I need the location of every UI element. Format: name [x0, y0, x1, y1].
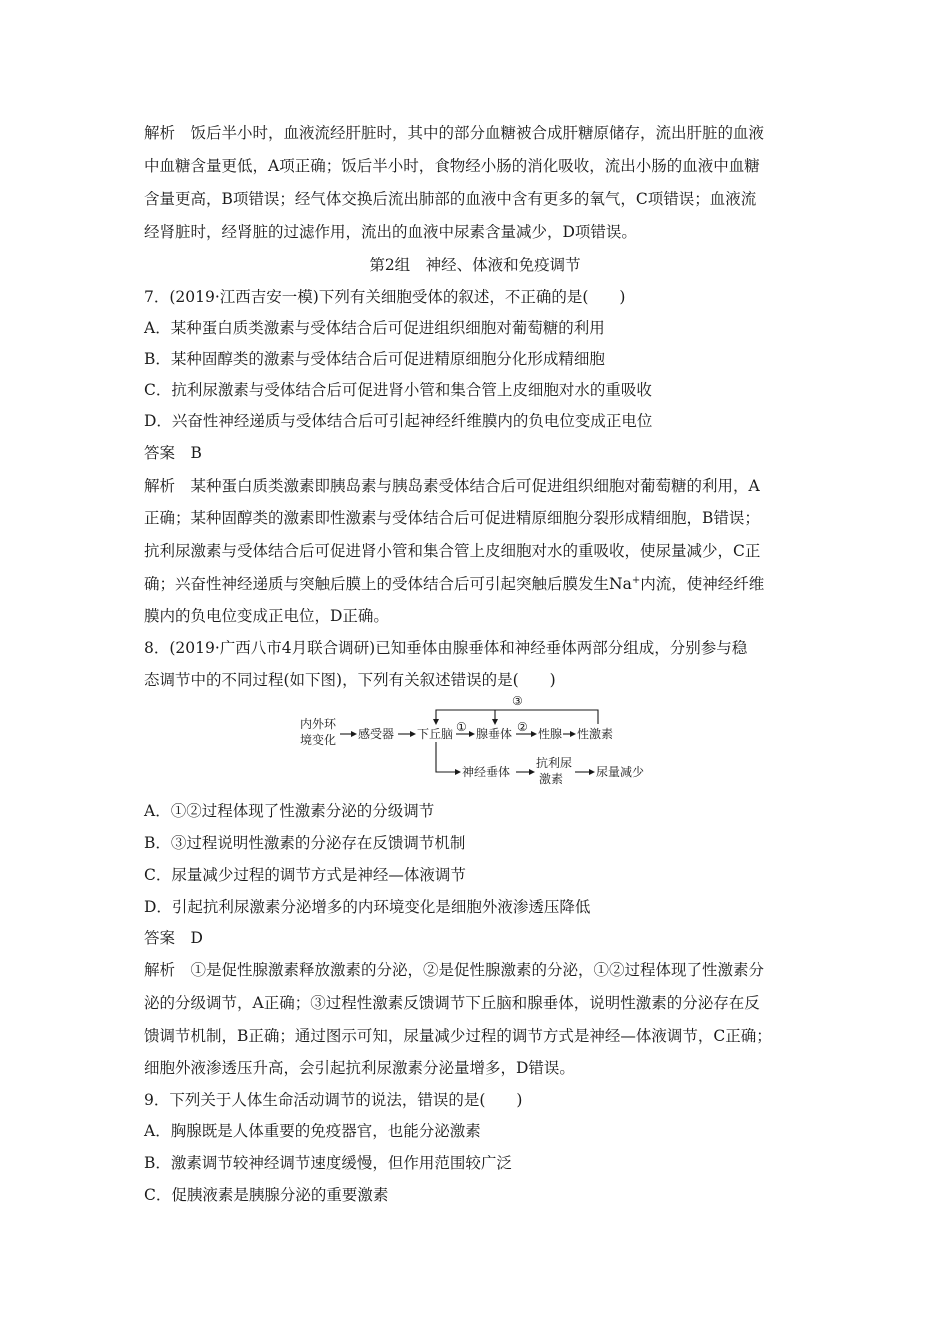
analysis-line: 含量更高，B项错误；经气体交换后流出肺部的血液中含有更多的氧气，C项错误；血液流 — [144, 190, 757, 208]
analysis-line: 正确；某种固醇类的激素即性激素与受体结合后可促进精原细胞分裂形成精细胞，B错误； — [144, 509, 760, 527]
sex-hormone-label: 性激素 — [577, 727, 614, 741]
gonad-label: 性腺 — [538, 727, 563, 741]
analysis-line: 泌的分级调节，A正确；③过程性激素反馈调节下丘脑和腺垂体，说明性激素的分泌存在反 — [144, 994, 760, 1012]
option-a: A．某种蛋白质类激素与受体结合后可促进组织细胞对葡萄糖的利用 — [144, 319, 605, 337]
option-c: C．促胰液素是胰腺分泌的重要激素 — [144, 1186, 389, 1204]
arrow-head — [351, 731, 357, 737]
option-d: D．引起抗利尿激素分泌增多的内环境变化是细胞外液渗透压降低 — [144, 898, 591, 916]
answer: 答案 B — [144, 444, 202, 462]
adh-label: 激素 — [539, 772, 564, 786]
analysis-text: 内流，使神经纤维 — [640, 575, 765, 593]
receptor-label: 感受器 — [358, 727, 395, 741]
superscript-plus: + — [631, 574, 641, 586]
option-c: C．尿量减少过程的调节方式是神经—体液调节 — [144, 866, 466, 884]
arrow-head — [469, 731, 475, 737]
analysis-line: 细胞外液渗透压升高，会引起抗利尿激素分泌量增多，D错误。 — [144, 1059, 575, 1077]
env-change-label: 内外环 — [300, 717, 337, 731]
adh-label: 抗利尿 — [536, 756, 573, 770]
analysis-line: 解析 ①是促性腺激素释放激素的分泌，②是促性腺激素的分泌，①②过程体现了性激素分 — [144, 961, 765, 979]
option-b: B．激素调节较神经调节速度缓慢，但作用范围较广泛 — [144, 1154, 512, 1172]
process-2-marker: ② — [517, 720, 528, 734]
neurohypophysis-label: 神经垂体 — [462, 765, 511, 779]
arrow-head — [492, 719, 498, 725]
analysis-line: 解析 某种蛋白质类激素即胰岛素与胰岛素受体结合后可促进组织细胞对葡萄糖的利用，A — [144, 477, 760, 495]
answer: 答案 D — [144, 929, 203, 947]
analysis-line: 馈调节机制，B正确；通过图示可知，尿量减少过程的调节方式是神经—体液调节，C正确； — [144, 1027, 772, 1045]
question-7-stem: 7．(2019·江西吉安一模)下列有关细胞受体的叙述，不正确的是( ) — [144, 288, 626, 306]
process-1-marker: ① — [456, 720, 467, 734]
adenohypophysis-label: 腺垂体 — [476, 727, 513, 741]
branch-line — [436, 742, 456, 772]
env-change-label: 境变化 — [300, 733, 337, 747]
option-c: C．抗利尿激素与受体结合后可促进肾小管和集合管上皮细胞对水的重吸收 — [144, 381, 652, 399]
analysis-text: 确；兴奋性神经递质与突触后膜上的受体结合后可引起突触后膜发生Na — [144, 575, 632, 593]
question-9-stem: 9．下列关于人体生命活动调节的说法，错误的是( ) — [144, 1091, 523, 1109]
process-3-marker: ③ — [512, 694, 523, 708]
option-b: B．③过程说明性激素的分泌存在反馈调节机制 — [144, 834, 466, 852]
section-title: 第2组 神经、体液和免疫调节 — [369, 256, 581, 274]
arrow-head — [570, 731, 576, 737]
arrow-head — [433, 719, 439, 725]
arrow-head — [531, 731, 537, 737]
arrow-head — [589, 769, 595, 775]
arrow-head — [410, 731, 416, 737]
question-8-stem: 8．(2019·广西八市4月联合调研)已知垂体由腺垂体和神经垂体两部分组成，分别参与稳 — [144, 639, 748, 657]
arrow-head — [455, 769, 461, 775]
arrow-head — [529, 769, 535, 775]
analysis-line: 膜内的负电位变成正电位，D正确。 — [144, 607, 389, 625]
option-b: B．某种固醇类的激素与受体结合后可促进精原细胞分化形成精细胞 — [144, 350, 605, 368]
analysis-line: 中血糖含量更低，A项正确；饭后半小时，食物经小肠的消化吸收，流出小肠的血液中血糖 — [144, 157, 760, 175]
regulation-diagram — [290, 690, 670, 790]
option-d: D．兴奋性神经递质与受体结合后可引起神经纤维膜内的负电位变成正电位 — [144, 412, 653, 430]
hypothalamus-label: 下丘脑 — [417, 727, 454, 741]
option-a: A．①②过程体现了性激素分泌的分级调节 — [144, 802, 435, 820]
urine-decrease-label: 尿量减少 — [596, 765, 645, 779]
analysis-line: 解析 饭后半小时，血液流经肝脏时，其中的部分血糖被合成肝糖原储存，流出肝脏的血液 — [144, 124, 765, 142]
analysis-line — [144, 574, 764, 594]
option-a: A．胸腺既是人体重要的免疫器官，也能分泌激素 — [144, 1122, 481, 1140]
analysis-line: 抗利尿激素与受体结合后可促进肾小管和集合管上皮细胞对水的重吸收，使尿量减少，C正 — [144, 542, 761, 560]
question-8-stem: 态调节中的不同过程(如下图)，下列有关叙述错误的是( ) — [144, 671, 556, 689]
analysis-line: 经肾脏时，经肾脏的过滤作用，流出的血液中尿素含量减少，D项错误。 — [144, 223, 637, 241]
